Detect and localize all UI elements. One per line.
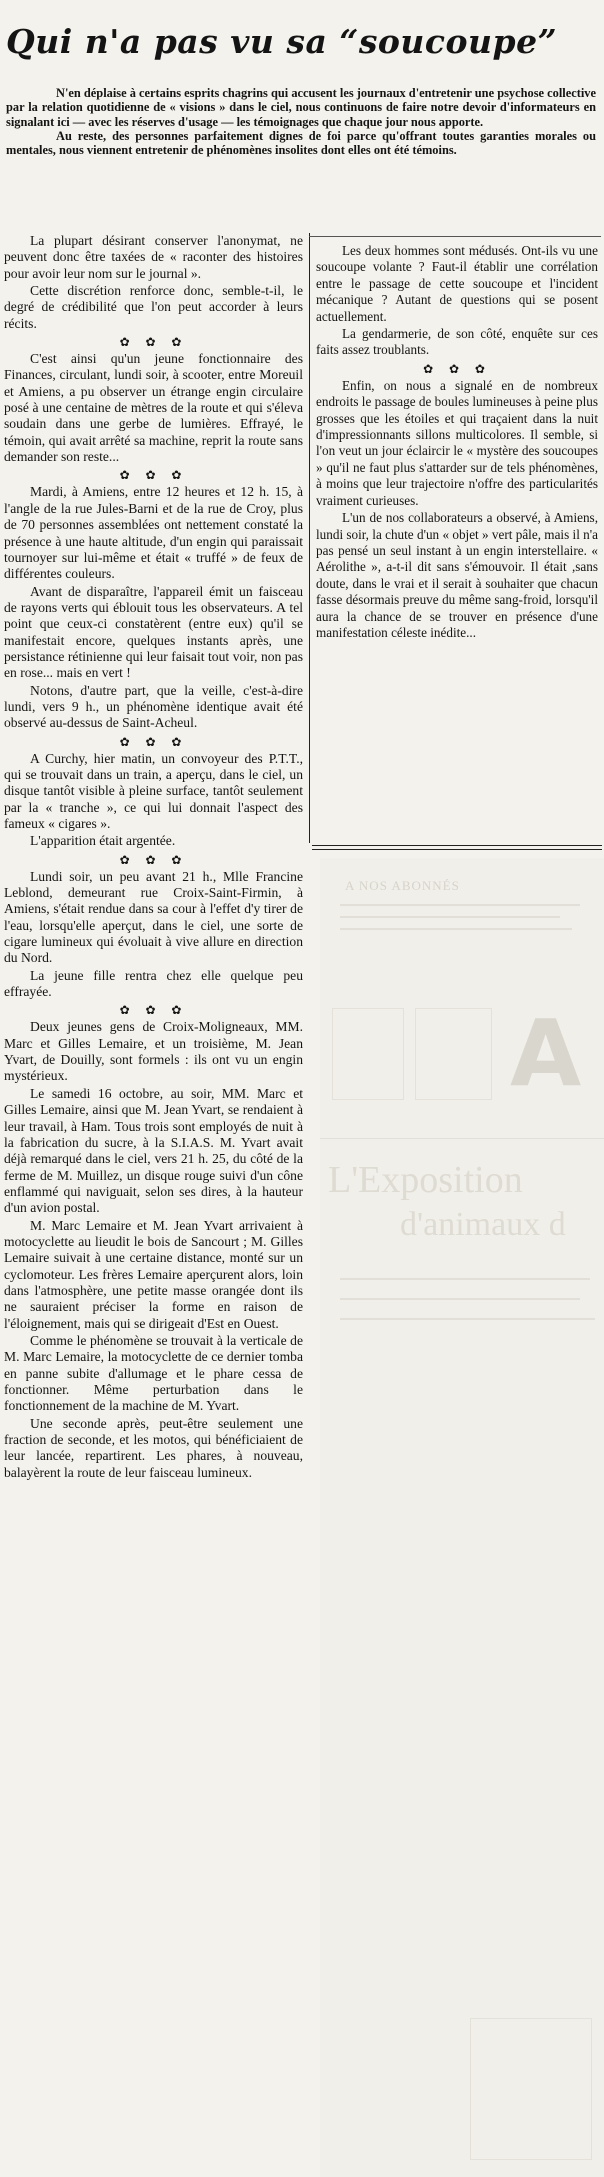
article-paragraph: Comme le phénomène se trouvait à la verticale de M. Marc Lemaire, la motocyclette de ce dernier tomba en panne subite d'allumage et le phare cessa de fonctionner. Même perturbation dans le fonctionnement de la machine de M. Yvart.	[4, 1332, 303, 1414]
section-separator: ✿ ✿ ✿	[119, 1003, 188, 1018]
faded-text-line	[340, 904, 580, 906]
article-paragraph: Deux jeunes gens de Croix-Moligneaux, MM. Marc et Gilles Lemaire, et un troisième, M. Jean Yvart, de Douilly, sont formels : ils ont vu un engin mystérieux.	[4, 1019, 303, 1084]
faded-text-line	[340, 1278, 590, 1280]
faded-text-line	[340, 928, 572, 930]
article-paragraph: A Curchy, hier matin, un convoyeur des P.T.T., qui se trouvait dans un train, a aperçu, dans le ciel, un disque tantôt visible à pleine surface, tantôt seulement par la « tranche », ce qui lui donnait l'aspect des fameux « cigares ».	[4, 750, 303, 831]
article-paragraph: Les deux hommes sont médusés. Ont-ils vu une soucoupe volante ? Faut-il établir une corrélation entre le passage de cette soucoupe et l'incident mécanique ? Autant de questions qui se posent actuellement.	[316, 243, 598, 324]
article-right-column	[316, 243, 598, 868]
faded-adjacent-article	[320, 858, 604, 2177]
faded-image-frame	[415, 1008, 492, 1100]
column-divider	[309, 233, 310, 843]
section-separator: ✿ ✿ ✿	[119, 335, 188, 350]
section-separator: ✿ ✿ ✿	[119, 734, 188, 749]
section-separator: ✿ ✿ ✿	[423, 361, 491, 376]
article-left-column	[4, 233, 303, 2168]
section-separator: ✿ ✿ ✿	[119, 852, 188, 867]
article-paragraph: Notons, d'autre part, que la veille, c'est-à-dire lundi, vers 9 h., un phénomène identique avait été observé au-dessus de Saint-Acheul.	[4, 682, 303, 731]
faded-rule	[320, 1138, 604, 1139]
faded-image-frame	[332, 1008, 404, 1100]
intro-paragraph: Au reste, des personnes parfaitement dignes de foi parce qu'offrant toutes garanties morales ou mentales, nous viennent entretenir de phénomènes insolites dont elles ont été témoins.	[6, 128, 596, 158]
article-paragraph: Lundi soir, un peu avant 21 h., Mlle Francine Leblond, demeurant rue Croix-Saint-Firmin, à Amiens, s'était rendue dans sa cour à l'effet d'y tirer de l'eau, lorsqu'elle aperçut, dans le ciel, une sorte de cigare lumineux qui évoluait à vive allure en direction du Nord.	[4, 868, 303, 966]
faded-text-line	[340, 1298, 580, 1300]
article-paragraph: L'apparition était argentée.	[30, 833, 176, 849]
boxed-column-bottom-rule	[312, 845, 602, 850]
boxed-column-top-rule	[309, 236, 601, 237]
article-paragraph: La gendarmerie, de son côté, enquête sur ces faits assez troublants.	[316, 326, 598, 358]
section-separator: ✿ ✿ ✿	[119, 468, 188, 483]
article-paragraph: Mardi, à Amiens, entre 12 heures et 12 h. 15, à l'angle de la rue Jules-Barni et de la rue de Croy, plus de 70 personnes assemblées ont nettement constaté la présence à une haute altitude, d'un engin qui paraissait tournoyer sur lui-même et était « truffé » de feux de différentes couleurs.	[4, 484, 303, 582]
article-paragraph: Cette discrétion renforce donc, semble-t-il, le degré de crédibilité que l'on peut accorder à leurs récits.	[4, 283, 303, 331]
faded-headline: d'animaux d	[400, 1206, 566, 1243]
article-paragraph: Une seconde après, peut-être seulement une fraction de seconde, et les motos, qui bénéficiaient de leur lancée, repartirent. Les phares, à nouveau, balayèrent la route de leur faisceau lumineux.	[4, 1415, 303, 1480]
faded-big-letter: A	[510, 1000, 582, 1107]
article-paragraph: Le samedi 16 octobre, au soir, MM. Marc et Gilles Lemaire, ainsi que M. Jean Yvart, se rendaient à leur travail, à Ham. Tous trois sont employés de nuit à la fabrication du sucre, à la S.I.A.S. M. Yvart avait déjà remarqué dans le ciel, vers 21 h. 25, du côté de la ferme de M. Muillez, un disque rouge suivi d'un cône enflammé qui naviguait, selon ses dires, à la hauteur d'un avion postal.	[4, 1085, 303, 1216]
article-paragraph: Enfin, on nous a signalé en de nombreux endroits le passage de boules lumineuses à peine plus grosses que les étoiles et qui traçaient dans la nuit d'impressionnants sillons multicolores. Il semble, si l'on veut un jour éclaircir le « mystère des soucoupes » qu'il ne faut plus s'attarder sur de tels phénomènes, à moins que leur trajectoire n'offre des particularités vraiment curieuses.	[316, 377, 598, 508]
faded-text-line	[340, 1318, 595, 1320]
article-paragraph: L'un de nos collaborateurs a observé, à Amiens, lundi soir, la chute d'un « objet » vert pâle, mais il n'a pas pensé un seul instant à un engin interstellaire. « Aérolithe », a-t-il dit sans s'émouvoir. Il était ,sans doute, dans le vrai et il serait à souhaiter que chacun fasse désormais preuve du même sang-froid, lorsqu'il aura la chance de se trouver en présence d'une manifestation céleste inédite...	[316, 510, 598, 640]
faded-image-frame	[470, 2018, 592, 2160]
article-paragraph: La plupart désirant conserver l'anonymat, ne peuvent donc être taxées de « raconter des histoires pour avoir leur nom sur le journal ».	[4, 233, 303, 281]
intro-paragraph: N'en déplaise à certains esprits chagrins qui accusent les journaux d'entretenir une psychose collective par la relation quotidienne de « visions » dans le ciel, nous continuons de faire notre devoir d'informateurs en signalant ici — avec les réserves d'usage — les témoignages que chaque jour nous apporte.	[6, 86, 596, 129]
faded-heading: A NOS ABONNÉS	[345, 878, 460, 893]
article-paragraph: C'est ainsi qu'un jeune fonctionnaire des Finances, circulant, lundi soir, à scooter, entre Moreuil et Amiens, a pu observer un étrange engin circulaire posé à une centaine de mètres de la route et qui s'éleva soudain dans une gerbe de lumières. Effrayé, le témoin, qui avait arrêté sa machine, reprit la route sans demander son reste...	[4, 351, 303, 465]
article-paragraph: Avant de disparaître, l'appareil émit un faisceau de rayons verts qui éblouit tous les observateurs. A tel point que ceux-ci constatèrent (entre eux) qu'il se manifestait encore, quelques instants après, une persistance rétinienne qui leur faisait tout voir, non pas en rose... mais en vert !	[4, 583, 303, 681]
faded-headline: L'Exposition	[328, 1159, 523, 1201]
faded-text-line	[340, 916, 560, 918]
article-intro	[6, 86, 596, 157]
article-paragraph: La jeune fille rentra chez elle quelque peu effrayée.	[4, 967, 303, 1000]
article-paragraph: M. Marc Lemaire et M. Jean Yvart arrivaient à motocyclette au lieudit le bois de Sancourt ; M. Gilles Lemaire suivait à une certaine distance, monté sur un cyclomoteur. Les frères Lemaire aperçurent alors, loin dans l'atmosphère, une petite masse orangée dont ils ne sauraient préciser la forme en raison de l'éloignement, mais qui se dirigeait d'Est en Ouest.	[4, 1217, 303, 1331]
article-title: Qui n'a pas vu sa “soucoupe”	[6, 22, 558, 61]
